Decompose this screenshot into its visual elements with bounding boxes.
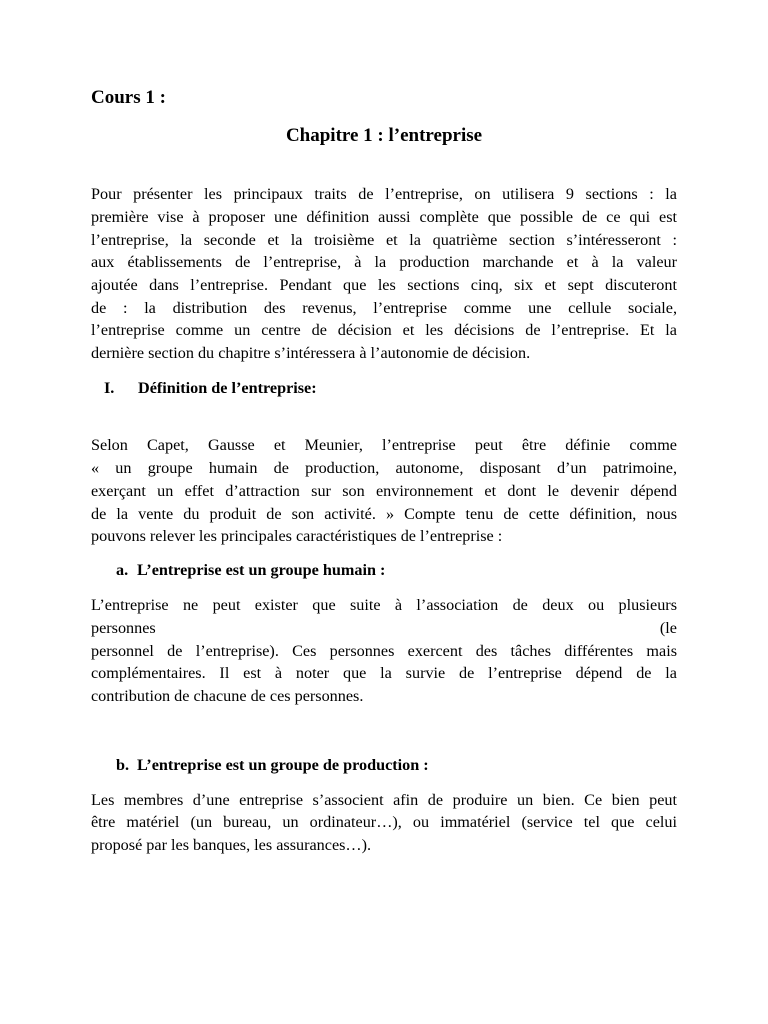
chapter-title: Chapitre 1 : l’entreprise — [285, 125, 483, 146]
paragraph-line: contribution de chacune de ces personnes. — [91, 687, 364, 705]
definition-line: exerçant un effet d’attraction sur son environnement et dont le devenir dépend — [91, 482, 677, 500]
section-title: Définition de l’entreprise: — [138, 379, 317, 397]
definition-line: pouvons relever les principales caractéristiques de l’entreprise : — [91, 527, 503, 545]
paragraph-line: proposé par les banques, les assurances…). — [91, 836, 372, 854]
intro-line: première vise à proposer une définition aussi complète que possible de ce qui est — [91, 208, 677, 226]
paragraph-line: Les membres d’une entreprise s’associent afin de produire un bien. Ce bien peut — [91, 791, 677, 809]
intro-line: de : la distribution des revenus, l’entreprise comme une cellule sociale, — [91, 299, 677, 317]
paragraph-line: complémentaires. Il est à noter que la survie de l’entreprise dépend de la — [91, 664, 677, 682]
subsection-letter: b. — [116, 756, 130, 774]
definition-line: de la vente du produit de son activité. » Compte tenu de cette définition, nous — [91, 505, 677, 523]
definition-line: Selon Capet, Gausse et Meunier, l’entreprise peut être définie comme — [91, 436, 677, 454]
subsection-title: L’entreprise est un groupe de production : — [137, 756, 429, 774]
subsection-letter: a. — [116, 561, 129, 579]
intro-line: aux établissements de l’entreprise, à la production marchande et à la valeur — [91, 253, 677, 271]
subsection-title: L’entreprise est un groupe humain : — [137, 561, 386, 579]
section-number: I. — [104, 379, 115, 397]
intro-line: l’entreprise comme un centre de décision et les décisions de l’entreprise. Et la — [91, 321, 677, 339]
paragraph-line: être matériel (un bureau, un ordinateur…), ou immatériel (service tel que celui — [91, 813, 677, 831]
paragraph-line: personnes (le — [91, 619, 677, 637]
intro-line: Pour présenter les principaux traits de l’entreprise, on utilisera 9 sections : la — [91, 185, 677, 203]
paragraph-line: personnel de l’entreprise). Ces personnes exercent des tâches différentes mais — [91, 642, 677, 660]
intro-line: ajoutée dans l’entreprise. Pendant que les sections cinq, six et sept discuteront — [91, 276, 677, 294]
subsection-heading — [116, 754, 429, 777]
paragraph-line: L’entreprise ne peut exister que suite à l’association de deux ou plusieurs — [91, 596, 677, 614]
subsection-heading — [116, 559, 385, 582]
section-heading — [104, 377, 317, 400]
definition-line: « un groupe humain de production, autonome, disposant d’un patrimoine, — [91, 459, 677, 477]
intro-line: l’entreprise, la seconde et la troisième et la quatrième section s’intéresseront : — [91, 231, 677, 249]
course-heading: Cours 1 : — [91, 87, 166, 108]
intro-line: dernière section du chapitre s’intéressera à l’autonomie de décision. — [91, 344, 531, 362]
